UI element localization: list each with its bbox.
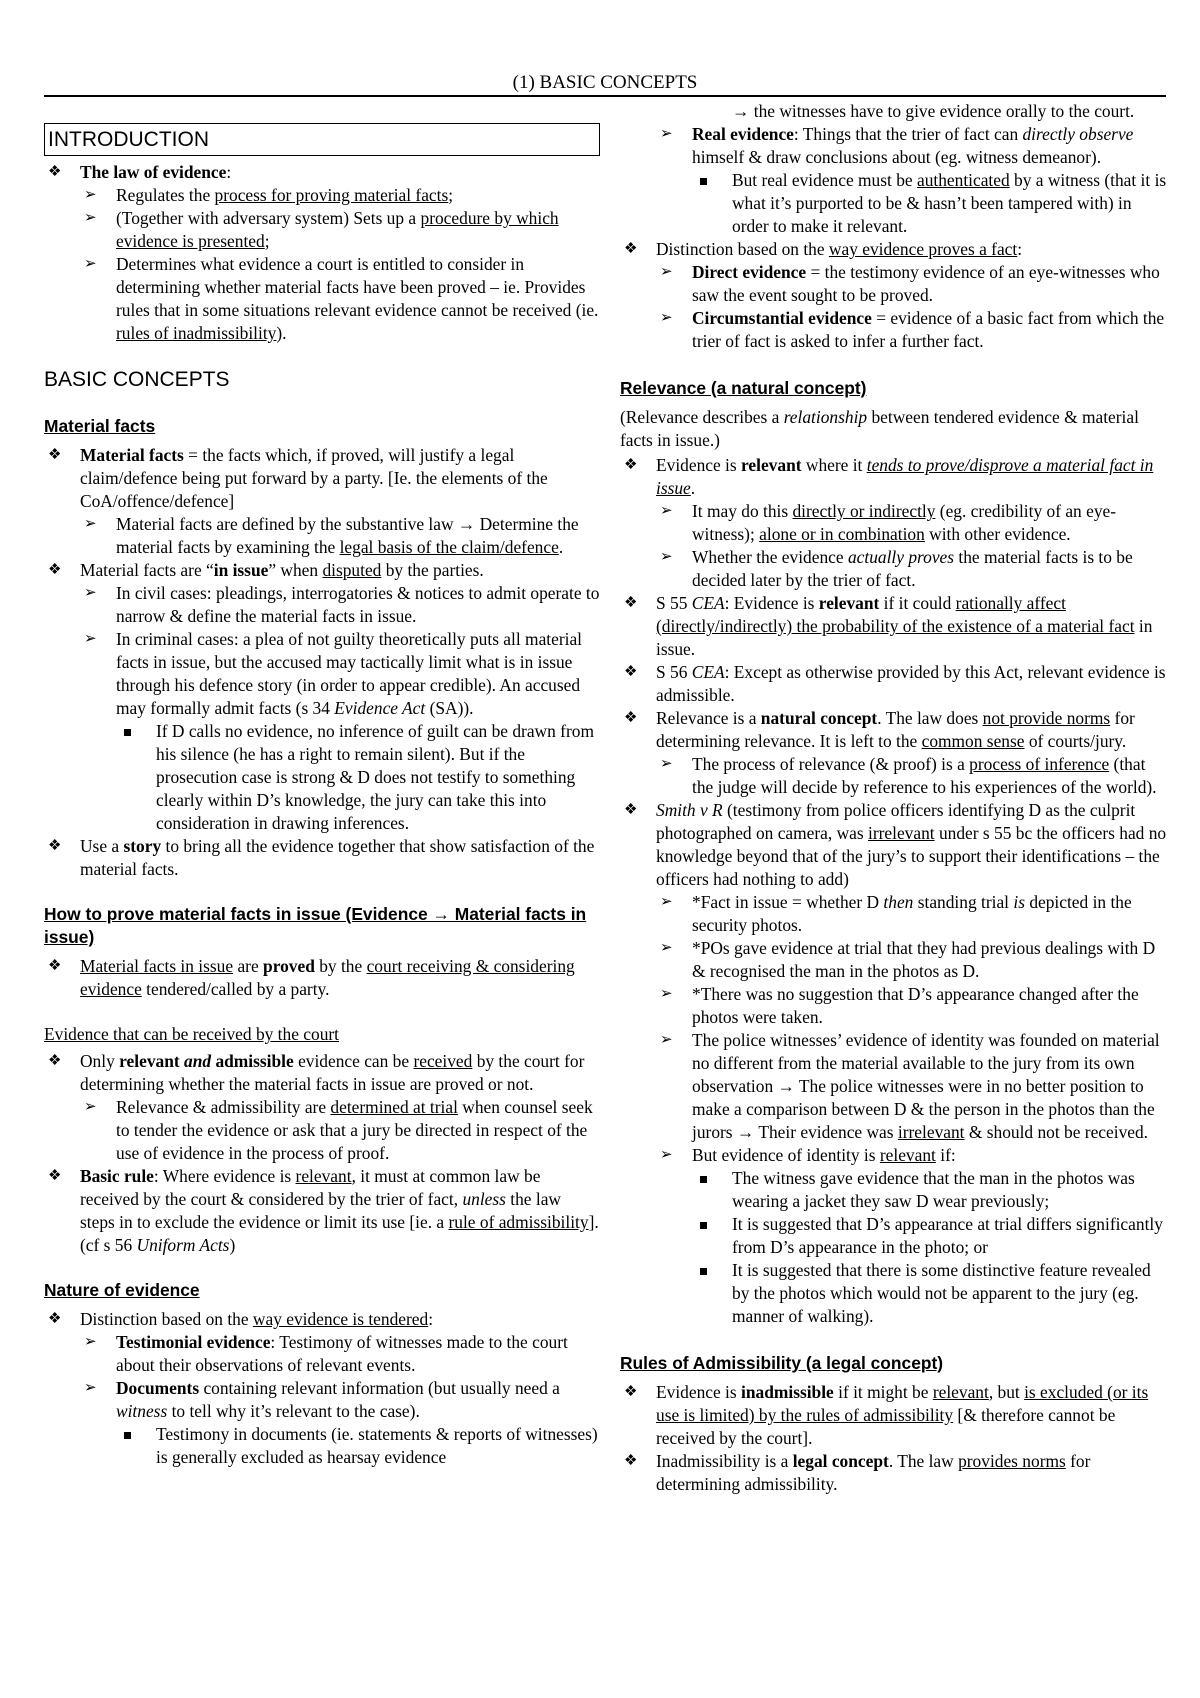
text: determined at trial xyxy=(330,1097,458,1117)
text: process of inference xyxy=(969,754,1110,774)
arrow-bullet-icon: ➢ xyxy=(660,940,673,956)
text: relevant xyxy=(295,1166,352,1186)
text: Whether the evidence xyxy=(692,547,848,567)
text: relevant xyxy=(818,593,880,613)
text: in issue xyxy=(213,560,269,580)
rules-of-admissibility-heading: Rules of Admissibility (a legal concept) xyxy=(620,1353,944,1373)
text: are xyxy=(233,956,264,976)
text: . xyxy=(558,537,564,557)
text: court receiving & considering evidence xyxy=(80,956,575,999)
bullet-process-of-inference xyxy=(620,753,1168,799)
bullet-procedure xyxy=(44,207,600,253)
arrow-bullet-icon: ➢ xyxy=(84,516,97,532)
text: In criminal cases: a plea of not guilty theoretically puts all material facts in issue, but the accused may tactically limit what is in issue through his defence story (in order to appear credible). An accused may formally admit facts (s 34 xyxy=(116,629,583,718)
text: ]. (cf s 56 xyxy=(80,1212,599,1255)
diamond-bullet-icon: ❖ xyxy=(624,710,638,726)
text: CEA xyxy=(691,662,725,682)
text: *There was no suggestion that D’s appearance changed after the photos were taken. xyxy=(692,984,1139,1027)
text: received xyxy=(413,1051,473,1071)
text: procedure by which evidence is presented xyxy=(116,208,559,251)
bullet-story xyxy=(44,835,600,881)
text: , it must at common law be received by the court & considered by the trier of fact, xyxy=(80,1166,541,1209)
diamond-bullet-icon: ❖ xyxy=(48,1053,62,1069)
arrow-bullet-icon: ➢ xyxy=(660,1032,673,1048)
text: directly or indirectly xyxy=(792,501,936,521)
text: rationally affect (directly/indirectly) the probability of the existence of a material fact xyxy=(656,593,1135,636)
text: standing trial xyxy=(913,892,1014,912)
bullet-documents xyxy=(44,1377,600,1423)
text: legal basis of the claim/defence xyxy=(339,537,559,557)
text: alone or in combination xyxy=(759,524,925,544)
diamond-bullet-icon: ❖ xyxy=(624,664,638,680)
text: not provide norms xyxy=(982,708,1111,728)
diamond-bullet-icon: ❖ xyxy=(48,562,62,578)
text: the material facts is to be decided later by the trier of fact. xyxy=(692,547,1133,590)
text: *Fact in issue = whether D xyxy=(692,892,884,912)
text: is xyxy=(1013,892,1025,912)
text: But evidence of identity is xyxy=(692,1145,880,1165)
right-column xyxy=(620,100,1168,1496)
arrow-bullet-icon: ➢ xyxy=(84,1099,97,1115)
diamond-bullet-icon: ❖ xyxy=(624,595,638,611)
text: process for proving material facts xyxy=(214,185,449,205)
bullet-no-suggestion xyxy=(620,983,1168,1029)
bullet-circumstantial xyxy=(620,307,1168,353)
arrow-bullet-icon: ➢ xyxy=(84,631,97,647)
text: depicted in the security photos. xyxy=(692,892,1132,935)
text: if: xyxy=(935,1145,956,1165)
bullet-smith-v-r xyxy=(620,799,1168,891)
bullet-actually-proves xyxy=(620,546,1168,592)
text: proved xyxy=(263,956,315,976)
bullet-distinctive-feature xyxy=(620,1259,1168,1328)
text: admissible xyxy=(215,1051,294,1071)
bullet-real-evidence xyxy=(620,123,1168,169)
text: with other evidence. xyxy=(924,524,1071,544)
bullet-way-proves xyxy=(620,238,1168,261)
diamond-bullet-icon: ❖ xyxy=(48,447,62,463)
bullet-evidence-relevant xyxy=(620,454,1168,500)
text: relationship xyxy=(783,407,868,427)
bullet-natural-concept xyxy=(620,707,1168,753)
bullet-direct-evidence xyxy=(620,261,1168,307)
text: tendered/called by a party. xyxy=(141,979,330,999)
text: : xyxy=(1017,239,1023,259)
text: (Relevance describes a xyxy=(620,407,784,427)
evidence-received-heading: Evidence that can be received by the court xyxy=(44,1024,340,1044)
text: ” when xyxy=(268,560,323,580)
introduction-heading: INTRODUCTION xyxy=(44,123,600,156)
text: (SA)). xyxy=(425,698,474,718)
diamond-bullet-icon: ❖ xyxy=(48,958,62,974)
text: way evidence is tendered xyxy=(252,1309,429,1329)
bullet-police-witnesses xyxy=(620,1029,1168,1144)
bullet-silence xyxy=(44,720,600,835)
relevance-heading: Relevance (a natural concept) xyxy=(620,378,867,398)
text: : Except as otherwise provided by this Act, relevant evidence is admissible. xyxy=(656,662,1166,705)
bullet-regulates xyxy=(44,184,600,207)
text: Material facts xyxy=(80,445,184,465)
text: , but xyxy=(988,1382,1025,1402)
text: → the witnesses have to give evidence orally to the court. xyxy=(732,101,1135,121)
text: S 56 xyxy=(656,662,692,682)
text: Smith v R xyxy=(656,800,723,820)
text: when counsel seek to tender the evidence or ask that a jury be directed in respect of the use of evidence in the process of proof. xyxy=(116,1097,593,1163)
text: Material facts are defined by the substantive law → Determine the material facts by examining the xyxy=(116,514,579,557)
bullet-pos-evidence xyxy=(620,937,1168,983)
text: by a witness (that it is what it’s purported to be & hasn’t been tampered with) in order to make it relevant. xyxy=(732,170,1167,236)
arrow-bullet-icon: ➢ xyxy=(660,894,673,910)
arrow-bullet-icon: ➢ xyxy=(660,310,673,326)
diamond-bullet-icon: ❖ xyxy=(624,802,638,818)
text: the law steps in to exclude the evidence or limit its use [ie. a xyxy=(80,1189,561,1232)
text: where it xyxy=(801,455,867,475)
arrow-bullet-icon: ➢ xyxy=(84,1334,97,1350)
text: It is suggested that D’s appearance at trial differs significantly from D’s appearance in the photo; or xyxy=(732,1214,1163,1257)
text: Determines what evidence a court is entitled to consider in determining whether material facts have been proved – ie. Provides rules that in some situations relevant evidence cannot be received (ie. xyxy=(116,254,599,320)
text: = the testimony evidence of an eye-witnesses who saw the event sought to be proved. xyxy=(692,262,1160,305)
text: between tendered evidence & material facts in issue.) xyxy=(620,407,1139,450)
text: to tell why it’s relevant to the case). xyxy=(167,1401,420,1421)
text: rules of inadmissibility xyxy=(116,323,277,343)
text: The police witnesses’ evidence of identity was founded on material no different from the material available to the jury from its own observation → The police witnesses were in no better position to make a comparison between D & the person in the photos than the jurors → Their evidence was xyxy=(692,1030,1160,1142)
bullet-authenticated xyxy=(620,169,1168,238)
bullet-proved xyxy=(44,955,600,1001)
text: (testimony from police officers identifying D as the culprit photographed on camera, was xyxy=(656,800,1136,843)
text: inadmissible xyxy=(741,1382,834,1402)
text: disputed xyxy=(322,560,382,580)
text: irrelevant xyxy=(868,823,935,843)
text: It may do this xyxy=(692,501,793,521)
arrow-bullet-icon: ➢ xyxy=(660,126,673,142)
text: by the parties. xyxy=(381,560,484,580)
text: tends to prove/disprove a material fact in issue xyxy=(656,455,1154,498)
text: irrelevant xyxy=(897,1122,965,1142)
text: then xyxy=(883,892,914,912)
arrow-bullet-icon: ➢ xyxy=(84,210,97,226)
bullet-fact-in-issue xyxy=(620,891,1168,937)
material-facts-heading: Material facts xyxy=(44,416,156,436)
bullet-civil-cases xyxy=(44,582,600,628)
square-bullet-icon xyxy=(700,1260,707,1283)
text: Material facts in issue xyxy=(80,956,234,976)
text: The process of relevance (& proof) is a xyxy=(692,754,970,774)
text: Testimony in documents (ie. statements & reports of witnesses) is generally excluded as hearsay evidence xyxy=(156,1424,598,1467)
text: The witness gave evidence that the man in the photos was wearing a jacket they saw D wear previously; xyxy=(732,1168,1135,1211)
text: and xyxy=(179,1051,216,1071)
bullet-inadmissible xyxy=(620,1381,1168,1450)
text: Only xyxy=(80,1051,120,1071)
text: if it could xyxy=(879,593,956,613)
text: = evidence of a basic fact from which the trier of fact is asked to infer a further fact. xyxy=(692,308,1165,351)
bullet-law-of-evidence xyxy=(44,161,600,184)
text: Documents xyxy=(116,1378,200,1398)
text: Material facts are “ xyxy=(80,560,214,580)
continued-text xyxy=(620,100,1168,123)
text: relevant xyxy=(879,1145,936,1165)
text: under s 55 bc the officers had no knowledge beyond that of the jury’s to support their identifications – the officers had nothing to add) xyxy=(656,823,1167,889)
text: in issue. xyxy=(656,616,1153,659)
bullet-in-issue xyxy=(44,559,600,582)
text: But real evidence must be xyxy=(732,170,917,190)
relevance-intro xyxy=(620,406,1168,452)
arrow-bullet-icon: ➢ xyxy=(84,256,97,272)
text: directly observe xyxy=(1022,124,1134,144)
text: In civil cases: pleadings, interrogatories & notices to admit operate to narrow & define the material facts in issue. xyxy=(116,583,600,626)
text: himself & draw conclusions about (eg. witness demeanor). xyxy=(692,147,1102,167)
bullet-substantive-law xyxy=(44,513,600,559)
diamond-bullet-icon: ❖ xyxy=(624,241,638,257)
arrow-bullet-icon: ➢ xyxy=(84,585,97,601)
text: Use a xyxy=(80,836,124,856)
arrow-bullet-icon: ➢ xyxy=(660,264,673,280)
bullet-s55 xyxy=(620,592,1168,661)
basic-concepts-heading: BASIC CONCEPTS xyxy=(44,368,230,391)
text: Relevance is a xyxy=(656,708,761,728)
text: actually proves xyxy=(847,547,955,567)
bullet-s56 xyxy=(620,661,1168,707)
arrow-bullet-icon: ➢ xyxy=(660,986,673,1002)
text: to bring all the evidence together that show satisfaction of the material facts. xyxy=(80,836,595,879)
text: The law of evidence xyxy=(80,162,227,182)
text: of courts/jury. xyxy=(1024,731,1127,751)
arrow-bullet-icon: ➢ xyxy=(660,503,673,519)
bullet-criminal-cases xyxy=(44,628,600,720)
bullet-way-tendered xyxy=(44,1308,600,1331)
text: legal concept xyxy=(792,1451,889,1471)
diamond-bullet-icon: ❖ xyxy=(624,1453,638,1469)
bullet-only-relevant xyxy=(44,1050,600,1096)
text: unless xyxy=(462,1189,506,1209)
text: Real evidence xyxy=(692,124,794,144)
diamond-bullet-icon: ❖ xyxy=(48,164,62,180)
diamond-bullet-icon: ❖ xyxy=(624,457,638,473)
square-bullet-icon xyxy=(700,1168,707,1191)
square-bullet-icon xyxy=(700,1214,707,1237)
diamond-bullet-icon: ❖ xyxy=(48,1311,62,1327)
text: : Where evidence is xyxy=(153,1166,296,1186)
arrow-bullet-icon: ➢ xyxy=(660,756,673,772)
text: ; xyxy=(264,231,270,251)
text: authenticated xyxy=(916,170,1010,190)
text: natural concept xyxy=(760,708,878,728)
text: [& therefore cannot be received by the court]. xyxy=(656,1405,1116,1448)
text: provides norms xyxy=(958,1451,1066,1471)
text: Evidence Act xyxy=(334,698,426,718)
text: : xyxy=(226,162,232,182)
text: If D calls no evidence, no inference of guilt can be drawn from his silence (he has a right to remain silent). But if the prosecution case is strong & D does not testify to something clearly within D’s knowledge, the jury can take this into consideration in drawing inferences. xyxy=(156,721,594,833)
arrow-bullet-icon: ➢ xyxy=(660,1147,673,1163)
text: Distinction based on the xyxy=(656,239,829,259)
text: ; xyxy=(448,185,454,205)
text: Basic rule xyxy=(80,1166,154,1186)
text: Inadmissibility is a xyxy=(656,1451,793,1471)
arrow-bullet-icon: ➢ xyxy=(84,1380,97,1396)
text: Evidence is xyxy=(656,455,741,475)
arrow-bullet-icon: ➢ xyxy=(660,549,673,565)
square-bullet-icon xyxy=(700,170,707,193)
text: relevant xyxy=(932,1382,989,1402)
text: It is suggested that there is some distinctive feature revealed by the photos which would not be apparent to the jury (eg. manner of walking). xyxy=(732,1260,1151,1326)
text: rule of admissibility xyxy=(448,1212,589,1232)
text: Distinction based on the xyxy=(80,1309,253,1329)
bullet-identity-relevant xyxy=(620,1144,1168,1167)
text: by the court for determining whether the material facts in issue are proved or not. xyxy=(80,1051,585,1094)
nature-of-evidence-heading: Nature of evidence xyxy=(44,1280,200,1300)
how-to-prove-heading: How to prove material facts in issue (Evidence → Material facts in issue) xyxy=(44,904,587,947)
bullet-hearsay xyxy=(44,1423,600,1469)
bullet-legal-concept xyxy=(620,1450,1168,1496)
text: relevant xyxy=(119,1051,180,1071)
text: : Evidence is xyxy=(724,593,819,613)
text: & should not be received. xyxy=(964,1122,1149,1142)
diamond-bullet-icon: ❖ xyxy=(48,838,62,854)
text: : Testimony of witnesses made to the court about their observations of relevant events. xyxy=(116,1332,568,1375)
text: S 55 xyxy=(656,593,692,613)
text: Circumstantial evidence xyxy=(692,308,872,328)
text: Direct evidence xyxy=(692,262,807,282)
square-bullet-icon xyxy=(124,721,131,744)
bullet-determined-at-trial xyxy=(44,1096,600,1165)
text: . xyxy=(690,478,696,498)
text: witness xyxy=(116,1401,168,1421)
text: evidence can be xyxy=(293,1051,414,1071)
text: CEA xyxy=(691,593,725,613)
diamond-bullet-icon: ❖ xyxy=(48,1168,62,1184)
bullet-material-facts-def xyxy=(44,444,600,513)
bullet-appearance-differs xyxy=(620,1213,1168,1259)
bullet-directly-indirectly xyxy=(620,500,1168,546)
text: ) xyxy=(229,1235,236,1255)
text: . The law does xyxy=(877,708,983,728)
bullet-testimonial xyxy=(44,1331,600,1377)
text: story xyxy=(123,836,162,856)
text: common sense xyxy=(921,731,1025,751)
text: Regulates the xyxy=(116,185,215,205)
bullet-basic-rule xyxy=(44,1165,600,1257)
text: way evidence proves a fact xyxy=(828,239,1018,259)
text: relevant xyxy=(741,455,802,475)
text: (Together with adversary system) Sets up a xyxy=(116,208,421,228)
text: by the xyxy=(314,956,367,976)
text: Relevance & admissibility are xyxy=(116,1097,331,1117)
text: if it might be xyxy=(833,1382,933,1402)
text: for determining relevance. It is left to the xyxy=(656,708,1135,751)
text: Evidence is xyxy=(656,1382,741,1402)
text: containing relevant information (but usually need a xyxy=(199,1378,560,1398)
page-header: (1) BASIC CONCEPTS xyxy=(44,72,1166,97)
text: . The law xyxy=(888,1451,959,1471)
text: (that the judge will decide by reference to his experiences of the world). xyxy=(692,754,1157,797)
text: Uniform Acts xyxy=(136,1235,230,1255)
bullet-determines xyxy=(44,253,600,345)
text: Testimonial evidence xyxy=(116,1332,271,1352)
text: is excluded (or its use is limited) by the rules of admissibility xyxy=(656,1382,1149,1425)
text: : xyxy=(428,1309,434,1329)
text: ). xyxy=(276,323,287,343)
left-column xyxy=(44,100,600,1469)
text: *POs gave evidence at trial that they had previous dealings with D & recognised the man in the photos as D. xyxy=(692,938,1156,981)
text: : Things that the trier of fact can xyxy=(793,124,1023,144)
square-bullet-icon xyxy=(124,1424,131,1447)
bullet-jacket xyxy=(620,1167,1168,1213)
diamond-bullet-icon: ❖ xyxy=(624,1384,638,1400)
text: for determining admissibility. xyxy=(656,1451,1091,1494)
arrow-bullet-icon: ➢ xyxy=(84,187,97,203)
text: = the facts which, if proved, will justify a legal claim/defence being put forward by a party. [Ie. the elements of the CoA/offence/defence] xyxy=(80,445,548,511)
text: (eg. credibility of an eye-witness); xyxy=(692,501,1117,544)
